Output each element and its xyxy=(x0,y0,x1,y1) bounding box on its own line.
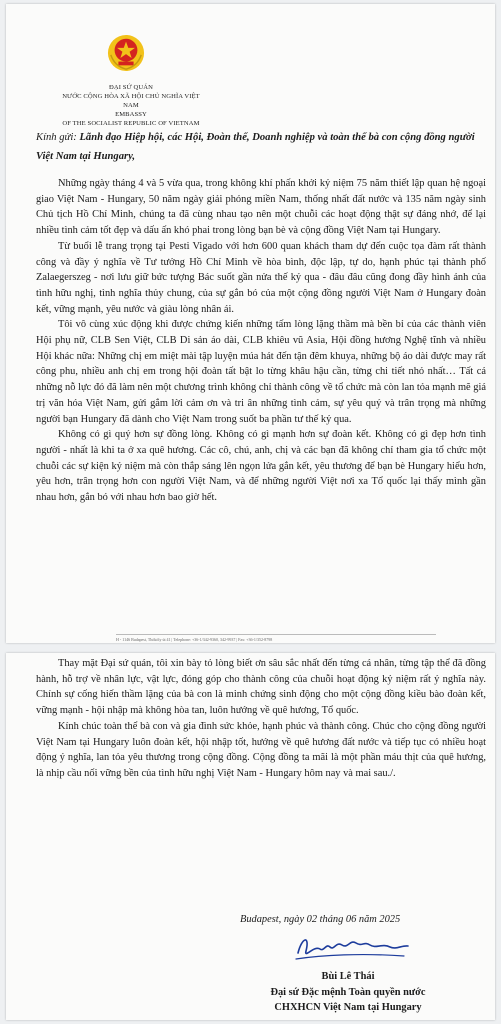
national-emblem-icon xyxy=(107,34,145,72)
embassy-header xyxy=(56,83,206,128)
greeting-addressee: Lãnh đạo Hiệp hội, các Hội, Đoàn thể, Doanh nghiệp và toàn thể bà con cộng đồng người Việt Nam tại Hungary, xyxy=(36,132,475,162)
embassy-line-1: ĐẠI SỨ QUÁN xyxy=(109,84,153,91)
paragraph: Từ buổi lễ trang trọng tại Pesti Vigado với hơn 600 quan khách tham dự đến cuộc tọa đàm rất thành công và đầy ý nghĩa về Tư tưởng Hồ Chí Minh về hòa bình, độc lập, tự do, hạnh phúc tại thành phố Zalaegerszeg - nơi lưu giữ bức tượng Bác suốt gần nửa thế kỷ qua - đâu đâu cũng đong đầy hình ảnh của tình hữu nghị, tình nghĩa thủy chung, của sự gắn bó của một cộng đồng người Việt Nam ở Hungary đoàn kết, vững mạnh, yêu nước và giàu lòng nhân ái. xyxy=(36,240,486,315)
signer-name: Bùi Lê Thái xyxy=(321,971,375,982)
embassy-line-3: EMBASSY xyxy=(115,111,147,118)
greeting xyxy=(36,128,486,166)
letter-body-page-1 xyxy=(36,176,486,506)
signer-title: Đại sứ Đặc mệnh Toàn quyền nước xyxy=(270,986,426,998)
paragraph: Những ngày tháng 4 và 5 vừa qua, trong không khí phấn khởi kỷ niệm 75 năm thiết lập quan hệ ngoại giao Việt Nam - Hungary, 50 năm ngày giải phóng miền Nam, thống nhất đất nước và 135 năm ngày sinh Chủ tịch Hồ Chí Minh, chúng ta đã cùng nhau tạo nên một chuỗi các hoạt động thật sự đáng nhớ, để lại nhiều tình cảm tốt đẹp và dấu ấn khó phai trong lòng bạn bè và cộng đồng Việt Nam tại Hungary. xyxy=(36,178,486,237)
paragraph: Thay mặt Đại sứ quán, tôi xin bày tỏ lòng biết ơn sâu sắc nhất đến từng cá nhân, từng tập thể đã đồng hành, hỗ trợ về nhân lực, vật lực, đóng góp cho thành công của chuỗi hoạt động kỷ niệm rất ý nghĩa này. Chính sự cống hiến thầm lặng của bà con là minh chứng sinh động cho một cộng đồng kiều bào đoàn kết, vững mạnh - hội nhập mà không hòa tan, luôn hướng về quê hương, Tổ quốc. xyxy=(36,658,486,717)
signer-block xyxy=(240,969,456,1016)
paragraph: Không có gì quý hơn sự đồng lòng. Không có gì mạnh hơn sự đoàn kết. Không có gì đẹp hơn tình người - nhất là khi ta ở xa quê hương. Các cô, chú, anh, chị và các bạn đã không chỉ tham gia tổ chức một chuỗi các sự kiện kỷ niệm mà còn thắp sáng lên ngọn lửa gắn kết, yêu thương để bạn bè Hungary hiểu hơn, yêu hơn, trân trọng hơn con người Việt Nam, và để những người Việt nơi xa Tổ quốc lại thấy mình gần nhau hơn, gắn bó với nhau hơn bao giờ hết. xyxy=(36,429,486,504)
signer-country: CHXHCN Việt Nam tại Hungary xyxy=(274,1002,422,1013)
dateline: Budapest, ngày 02 tháng 06 năm 2025 xyxy=(240,914,401,925)
greeting-prefix: Kính gửi: xyxy=(36,132,80,143)
letter-page-2 xyxy=(6,653,495,1020)
footer-divider xyxy=(116,634,436,635)
footer-address: H - 1146 Budapest, Thököly út 41 | Telephone: +36-1/342-9360, 342-9937 | Fax: +36-1/352-8798 xyxy=(116,637,273,642)
paragraph: Kính chúc toàn thể bà con và gia đình sức khỏe, hạnh phúc và thành công. Chúc cho cộng đồng người Việt Nam tại Hungary luôn đoàn kết, hội nhập tốt, hướng về quê hương đất nước và tiếp tục có nhiều hoạt động ý nghĩa, lan tỏa yêu thương trong cộng đồng. Cộng đồng ta mãi là một phần máu thịt của quê hương, là nhịp cầu nối vững bền của tình hữu nghị Việt Nam - Hungary hôm nay và mai sau./. xyxy=(36,720,486,779)
letter-body-page-2 xyxy=(36,656,486,782)
handwritten-signature xyxy=(292,931,412,965)
letter-page-1 xyxy=(6,4,495,643)
paragraph: Tôi vô cùng xúc động khi được chứng kiến những tấm lòng lặng thầm mà bền bỉ của các thành viên Hội phụ nữ, CLB Sen Việt, CLB Di sản áo dài, CLB khiêu vũ Asia, Hội đồng hương Nghệ tĩnh và nhiều Hội khác nữa: Những chị em miệt mài tập luyện múa hát đến tận đêm khuya, những bộ áo dài được may rất công phu, nhiều anh chị em trong hội đoàn tất bật lo từng khâu hậu cần, từng chi tiết nhỏ nhất… Tất cả những nỗ lực đó đã làm nên một chương trình không chỉ thành công về tổ chức mà còn lan tỏa mạnh mẽ giá trị văn hóa Việt Nam, gửi gắm lời cảm ơn và tri ân những tình cảm, sự yêu quý và trân trọng mà những người bạn Hungary đã dành cho Việt Nam trong suốt ba phần tư thế kỷ qua. xyxy=(36,319,486,425)
embassy-line-4: OF THE SOCIALIST REPUBLIC OF VIETNAM xyxy=(62,120,200,127)
embassy-line-2: NƯỚC CỘNG HÒA XÃ HỘI CHỦ NGHĨA VIỆT NAM xyxy=(62,93,200,109)
